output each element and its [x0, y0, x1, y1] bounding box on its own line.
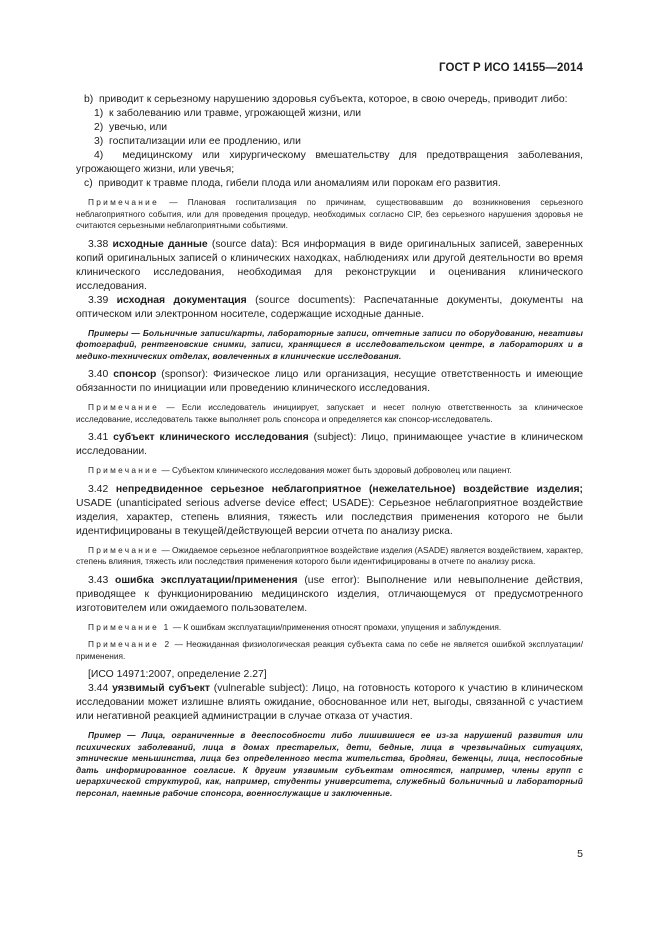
list-item-b: b) приводит к серьезному нарушению здоровья субъекта, которое, в свою очередь, приводит либо: [84, 94, 568, 105]
note-text: — Плановая госпитализация по причинам, существовавшим до возникновения серьезного неблагоприятного события, или для проведения процедур, необходимых согласно CIP, без серьезного нарушения здоровья не считаются серьезными неблагоприятными событиями. [76, 197, 583, 230]
term-number: 3.40 [88, 369, 109, 380]
page-number: 5 [577, 848, 583, 860]
note-text: — Субъектом клинического исследования может быть здоровый доброволец или пациент. [161, 465, 512, 475]
note-text: — К ошибкам эксплуатации/применения относят промахи, упущения и заблуждения. [172, 621, 502, 632]
term-3-38 [76, 238, 583, 294]
term-number: 3.42 [88, 483, 109, 495]
term-name: исходные данные [112, 238, 208, 250]
term-name: исходная документация [116, 294, 247, 306]
note-label: Примечание 1 [88, 621, 171, 632]
term-number: 3.41 [88, 432, 109, 443]
term-number: 3.44 [88, 683, 109, 694]
list-subitem: 1) к заболеванию или травме, угрожающей жизни, или [94, 108, 362, 119]
term-name: непредвиденное серьезное неблагоприятное (нежелательное) воздействие изделия; [115, 483, 584, 495]
note-paragraph [76, 197, 583, 232]
term-definition: (use error): Выполнение или невыполнение действия, приводящее к функционированию медицинского изделия, отличающемуся от предусмотренного изготовителем или ожидаемого пользователем. [76, 574, 583, 614]
term-name: ошибка эксплуатации/применения [115, 574, 298, 586]
term-definition: (sponsor): Физическое лицо или организация, несущие ответственность и имеющие обязанности по инициации или проведению клинического исследования. [76, 369, 583, 394]
term-definition: (source documents): Распечатанные документы, документы на оптическом или электронном носителе, содержащие исходные данные. [76, 294, 584, 320]
note-label: Примечание [88, 465, 160, 475]
note-label: Примечание 2 [88, 639, 172, 649]
term-name: спонсор [113, 369, 157, 380]
list-item-c: c) приводит к травме плода, гибели плода или аномалиям или порокам его развития. [84, 178, 501, 189]
document-body [76, 93, 583, 805]
note-label: Примечание [88, 544, 160, 555]
term-number: 3.38 [88, 238, 109, 250]
note-paragraph [76, 622, 583, 634]
note-label: Примечание [88, 402, 160, 412]
term-3-39 [76, 294, 583, 322]
term-definition: (source data): Вся информация в виде оригинальных записей, заверенных копий оригинальных записей о клинических находках, наблюдениях или другой деятельности во время клинического исследования, необходимая для реконструкции и оценивания клинического исследования. [76, 238, 583, 292]
term-number: 3.39 [88, 294, 109, 306]
note-paragraph [76, 402, 583, 425]
term-3-40 [76, 368, 583, 396]
term-name: уязвимый субъект [112, 683, 210, 694]
note-text: — Неожиданная физиологическая реакция субъекта сама по себе не является ошибкой эксплуатации/применения. [76, 639, 583, 661]
reference: [ИСО 14971:2007, определение 2.27] [88, 669, 267, 680]
term-3-41 [76, 431, 583, 459]
term-3-42 [76, 483, 583, 539]
example-paragraph: Примеры — Больничные записи/карты, лабораторные записи, отчетные записи по оборудованию, негативы фотографий, рентгеновские снимки, записи, хранящиеся в исследовательском центре, в лабораториях и в медико-технических отделах, вовлеченных в клинические исследования. [76, 327, 583, 361]
term-definition: USADE (unanticipated serious adverse device effect; USADE): Серьезное неблагоприятное воздействие изделия, характер, степень влияния, тяжесть или последствия применения которого не были идентифицированы в текущей/действующей версии отчета по анализу риска. [76, 497, 583, 537]
example-paragraph: Пример — Лица, ограниченные в дееспособности либо лишившиеся ее из-за нарушений развития или психических заболеваний, лица в домах престарелых, дети, бедные, лица в чрезвычайных ситуациях, этнические меньшинства, лица без определенного места жительства, бродяги, беженцы, лица, неспособные дать информированное согласие. К другим уязвимым субъектам относятся, например, члены групп с иерархической структурой, как, например, студенты университета, служебный больничный и лабораторный персонал, наемные рабочие спонсора, военнослужащие и заключенные. [76, 730, 583, 798]
term-3-44 [76, 682, 583, 724]
note-paragraph [76, 545, 583, 568]
term-definition: (subject): Лицо, принимающее участие в клиническом исследовании. [76, 432, 584, 457]
term-name: субъект клинического исследования [113, 432, 309, 443]
list-subitem: 3) госпитализации или ее продлению, или [94, 136, 301, 147]
note-text: — Если исследователь инициирует, запускает и несет полную ответственность за клиническое исследование, исследователь также выполняет роль спонсора и определяется как спонсор-исследователь. [76, 402, 583, 424]
document-id-header: ГОСТ Р ИСО 14155—2014 [438, 62, 583, 74]
term-number: 3.43 [88, 574, 109, 586]
note-paragraph [76, 465, 583, 477]
note-text: — Ожидаемое серьезное неблагоприятное воздействие изделия (ASADE) является воздействием, характер, степень влияния, тяжесть или последствия применения которого были идентифицированы в отчете по анализу риска. [76, 544, 583, 566]
list-subitem: 4) медицинскому или хирургическому вмешательству для предотвращения заболевания, угрожающего жизни, или увечья; [76, 150, 583, 175]
list-subitem: 2) увечью, или [94, 122, 168, 133]
note-label: Примечание [88, 197, 160, 207]
term-definition: (vulnerable subject): Лицо, на готовность которого к участию в клиническом исследовании может излишне влиять ожидание, обоснованное или нет, выгоды, связанной с участием или негативной реакцией администрации в случае отказа от участия. [76, 683, 584, 722]
note-paragraph [76, 639, 583, 662]
term-3-43 [76, 574, 583, 616]
